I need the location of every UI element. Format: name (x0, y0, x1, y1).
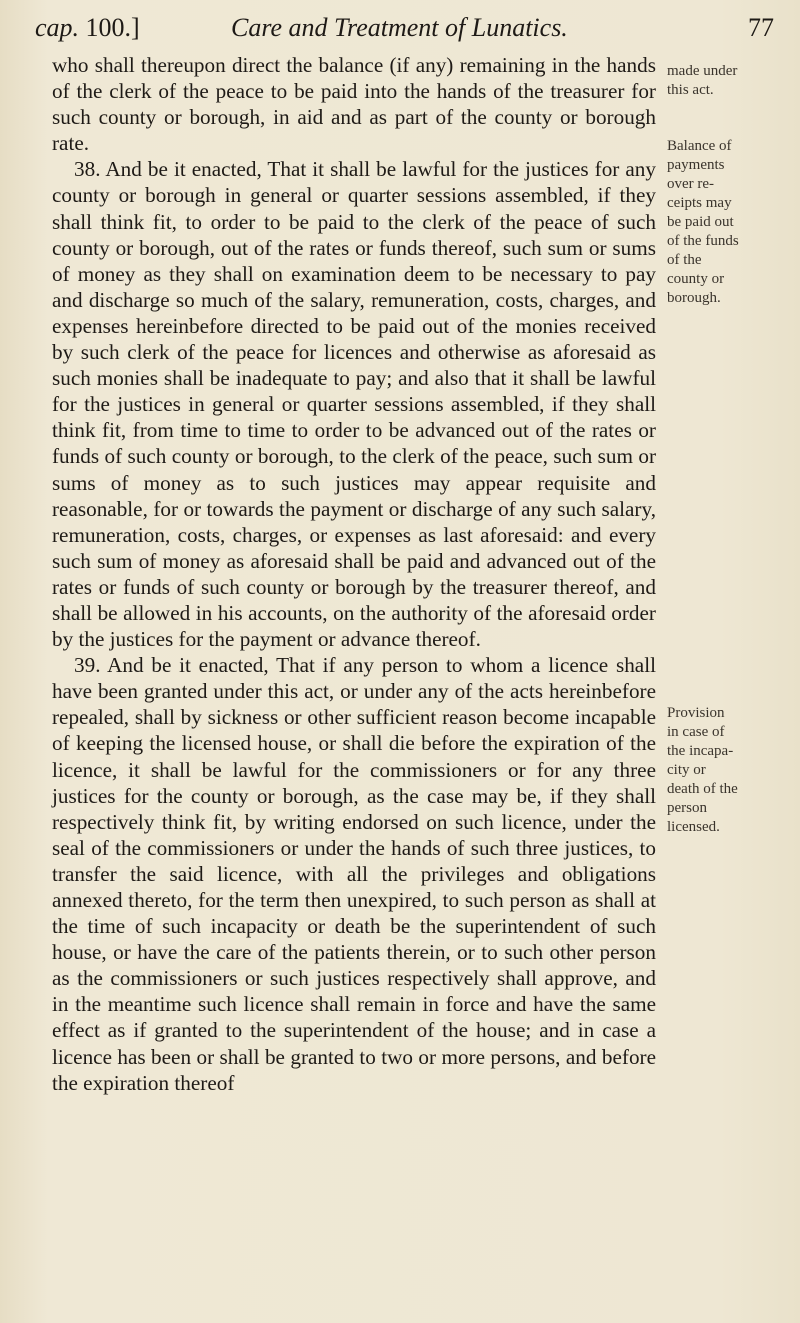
chapter-reference (35, 10, 140, 46)
section-38: 38. And be it enacted, That it shall be lawful for the justices for any county or borough in general or quarter sessions assembled, if they shall think fit, to order to be paid to the clerk of the peace of such county or borough, out of the rates or funds thereof, such sum or sums of money as they shall on examination deem to be necessary to pay and discharge so much of the salary, remuneration, costs, charges, and expenses hereinbefore directed to be paid out of the monies received by such clerk of the peace for licences and otherwise as aforesaid as such monies shall be inadequate to pay; and also that it shall be lawful for the justices in general or quarter sessions assembled, if they shall think fit, from time to time to order to be advanced out of the rates or funds of such county or borough, to the clerk of the peace, such sum or sums of money as to such justices may appear requisite and reasonable, for or towards the payment or discharge of any such salary, remuneration, costs, charges, or expenses as last aforesaid: and every such sum of money as aforesaid shall be paid and advanced out of the rates or funds of such county or borough by the treasurer thereof, and shall be allowed in his accounts, on the authority of the aforesaid order by the justices for the payment or advance thereof. (52, 157, 656, 652)
section-39: 39. And be it enacted, That if any person to whom a licence shall have been granted under this act, or under any of the acts hereinbefore repealed, shall by sickness or other sufficient reason become incapable of keeping the licensed house, or shall die before the expiration of the licence, it shall be lawful for the commissioners or for any three justices for the county or borough, as the case may be, if they shall respectively think fit, by writing endorsed on such licence, under the seal of the commissioners or under the hands of such three justices, to transfer the said licence, with all the privileges and obligations annexed thereto, for the term then unexpired, to such person as shall at the time of such incapacity or death be the superintendent of such house, or have the care of the patients therein, or to such other person as the commissioners or such justices respectively shall approve, and in the meantime such licence shall remain in force and have the same effect as if granted to the superintendent of the house; and in case a licence has been or shall be granted to two or more persons, and before the expiration thereof (52, 653, 656, 1095)
body-text (52, 52, 656, 1096)
page-number: 77 (748, 13, 774, 42)
margin-note-provision-incapacity: Provision in case of the incapa- city or death of the person licensed. (667, 705, 738, 835)
running-header (35, 10, 790, 46)
running-title: Care and Treatment of Lunatics. (231, 13, 568, 42)
margin-note-made-under-act: made under this act. (667, 63, 738, 98)
paragraph-continuation: who shall thereupon direct the balance (if any) remaining in the hands of the clerk of the peace to be paid into the hands of the treasurer for such county or borough, in aid and as part of the county or borough rate. (52, 53, 656, 156)
chapter-number: 100.] (85, 13, 140, 42)
chapter-prefix: cap. (35, 13, 80, 42)
margin-note-balance-of-payments: Balance of payments over re- ceipts may be paid out of the funds of the county or borough. (667, 138, 739, 306)
